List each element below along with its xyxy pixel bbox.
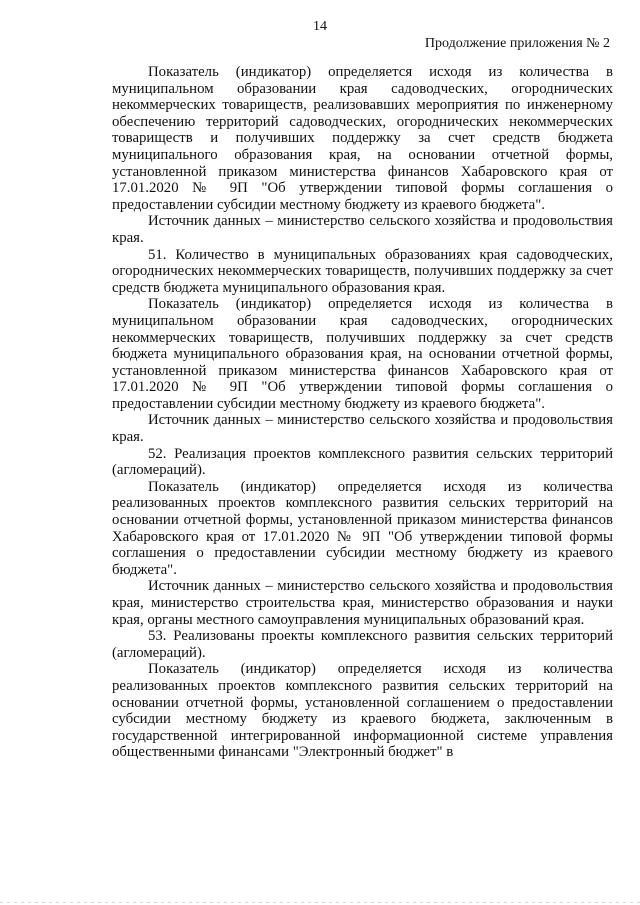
body-paragraph: Показатель (индикатор) определяется исходя из количества в муниципальном образовании края садоводческих, огороднических некоммерческих товариществ, получивших поддержку за счет средств бюджета муниципального образования края, на основании отчетной формы, установленной приказом министерства финансов Хабаровского края от 17.01.2020 № 9П "Об утверждении типовой формы соглашения о предоставлении субсидии местному бюджету из краевого бюджета". <box>112 296 613 412</box>
appendix-continuation-note: Продолжение приложения № 2 <box>424 36 610 51</box>
body-paragraph: Показатель (индикатор) определяется исходя из количества реализованных проектов комплексного развития сельских территорий на основании отчетной формы, установленной соглашением о предоставлении субсидии местному бюджету из краевого бюджета, заключенным в государственной интегрированной информационной системе управления общественными финансами "Электронный бюджет" в <box>112 661 613 761</box>
numbered-paragraph: 52. Реализация проектов комплексного развития сельских территорий (агломераций). <box>112 445 613 479</box>
body-paragraph: Источник данных – министерство сельского хозяйства и продовольствия края, министерство строительства края, министерство образования и науки края, органы местного самоуправления муниципальных образований края. <box>112 578 613 628</box>
body-paragraph: Источник данных – министерство сельского хозяйства и продовольствия края. <box>112 213 613 246</box>
document-body <box>112 64 613 761</box>
body-paragraph: Источник данных – министерство сельского хозяйства и продовольствия края. <box>112 412 613 446</box>
body-paragraph: Показатель (индикатор) определяется исходя из количества в муниципальном образовании края садоводческих, огороднических некоммерческих товариществ, реализовавших мероприятия по инженерному обеспечению территорий садоводческих, огороднических некоммерческих товариществ и получивших поддержку за счет средств бюджета муниципального образования края, на основании отчетной формы, установленной приказом министерства финансов Хабаровского края от 17.01.2020 № 9П "Об утверждении типовой формы соглашения о предоставлении субсидии местному бюджету из краевого бюджета". <box>112 64 613 213</box>
scan-bottom-edge <box>0 902 640 903</box>
body-paragraph: Показатель (индикатор) определяется исходя из количества реализованных проектов комплексного развития сельских территорий на основании отчетной формы, установленной приказом министерства финансов Хабаровского края от 17.01.2020 № 9П "Об утверждении типовой формы соглашения о предоставлении субсидии местному бюджету из краевого бюджета". <box>112 478 613 578</box>
page-number: 14 <box>313 19 327 34</box>
numbered-paragraph: 53. Реализованы проекты комплексного развития сельских территорий (агломераций). <box>112 628 613 661</box>
numbered-paragraph: 51. Количество в муниципальных образованиях края садоводческих, огороднических некоммерческих товариществ, получивших поддержку за счет средств бюджета муниципального образования края. <box>112 246 613 296</box>
